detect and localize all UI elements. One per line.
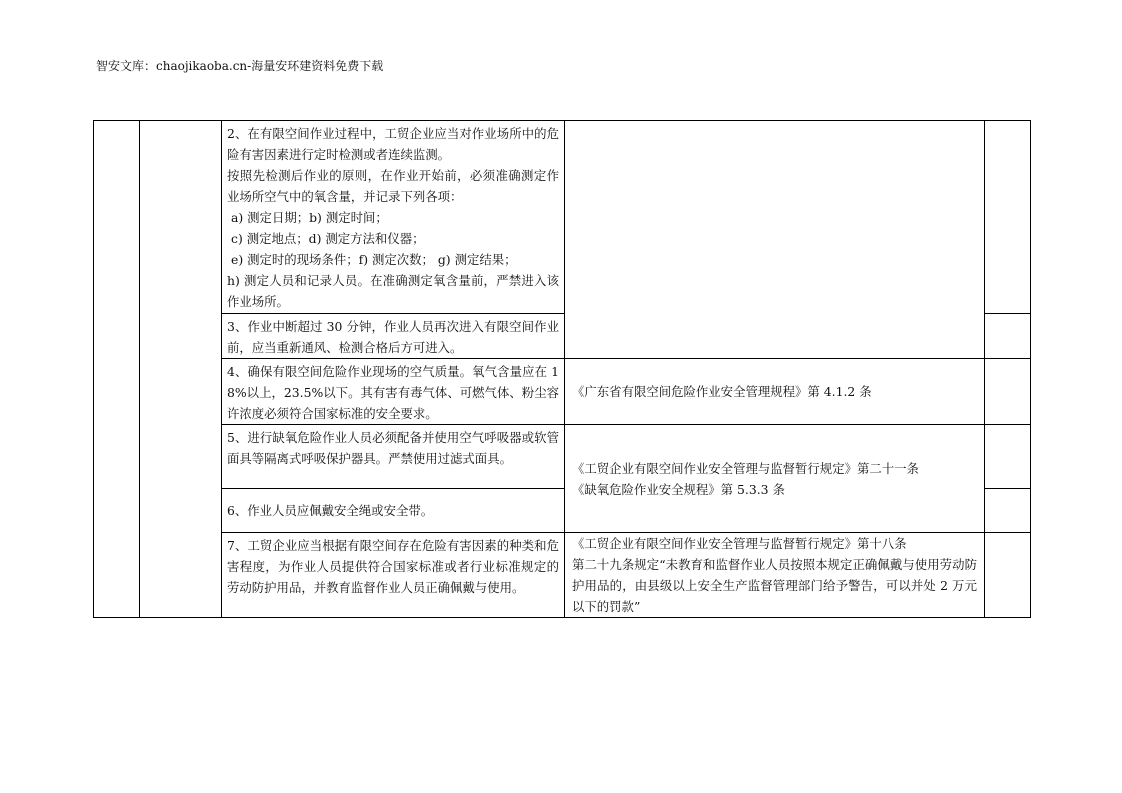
check-cell (985, 489, 1031, 533)
requirement-line: e) 测定时的现场条件；f) 测定次数； g) 测定结果； (231, 252, 517, 267)
requirement-cell (222, 314, 565, 359)
basis-cell (565, 425, 985, 533)
check-cell (985, 121, 1031, 314)
table-row (94, 425, 1031, 489)
basis-cell (565, 533, 985, 618)
table-row (94, 121, 1031, 314)
requirement-line: 7、工贸企业应当根据有限空间存在危险有害因素的种类和危害程度，为作业人员提供符合国家标准或者行业标准规定的劳动防护用品，并教育监督作业人员正确佩戴与使用。 (227, 538, 559, 595)
basis-line: 《工贸企业有限空间作业安全管理与监督暂行规定》第十八条 (572, 536, 907, 551)
requirement-cell (222, 359, 565, 425)
basis-line: 《广东省有限空间危险作业安全管理规程》第 4.1.2 条 (572, 384, 872, 399)
basis-line: 《缺氧危险作业安全规程》第 5.3.3 条 (572, 481, 785, 497)
requirement-cell (222, 533, 565, 618)
requirement-line: 4、确保有限空间危险作业现场的空气质量。氧气含量应在 18%以上，23.5%以下。其有害有毒气体、可燃气体、粉尘容许浓度必须符合国家标准的安全要求。 (227, 364, 559, 421)
header-text: 智安文库：chaojikaoba.cn-海量安环建资料免费下载 (96, 59, 384, 73)
requirement-cell (222, 121, 565, 314)
requirement-line: 6、作业人员应佩戴安全绳或安全带。 (227, 503, 434, 518)
basis-line: 第二十九条规定“未教育和监督作业人员按照本规定正确佩戴与使用劳动防护用品的，由县级以上安全生产监督管理部门给予警告，可以并处 2 万元以下的罚款” (572, 557, 977, 614)
requirement-cell (222, 425, 565, 489)
requirement-line: 5、进行缺氧危险作业人员必须配备并使用空气呼吸器或软管面具等隔离式呼吸保护器具。严禁使用过滤式面具。 (227, 430, 559, 466)
basis-cell (565, 121, 985, 359)
requirement-line: 2、在有限空间作业过程中，工贸企业应当对作业场所中的危险有害因素进行定时检测或者连续监测。 (227, 126, 559, 162)
page-header (96, 58, 383, 74)
check-cell (985, 533, 1031, 618)
serial-cell (94, 121, 140, 618)
check-cell (985, 314, 1031, 359)
check-cell (985, 359, 1031, 425)
requirement-line: c) 测定地点；d) 测定方法和仪器； (231, 231, 425, 246)
table-row (94, 359, 1031, 425)
basis-cell (565, 359, 985, 425)
requirement-line: 按照先检测后作业的原则，在作业开始前，必须准确测定作业场所空气中的氧含量，并记录下列各项： (227, 168, 559, 204)
requirement-line: 3、作业中断超过 30 分钟，作业人员再次进入有限空间作业前，应当重新通风、检测合格后方可进入。 (227, 319, 559, 355)
table-row (94, 533, 1031, 618)
category-cell (140, 121, 222, 618)
requirement-line: a) 测定日期；b) 测定时间； (231, 210, 388, 225)
regulation-table (93, 120, 1031, 618)
check-cell (985, 425, 1031, 489)
basis-line: 《工贸企业有限空间作业安全管理与监督暂行规定》第二十一条 (572, 460, 919, 476)
requirement-line: h) 测定人员和记录人员。在准确测定氧含量前，严禁进入该作业场所。 (227, 273, 559, 309)
requirement-cell (222, 489, 565, 533)
